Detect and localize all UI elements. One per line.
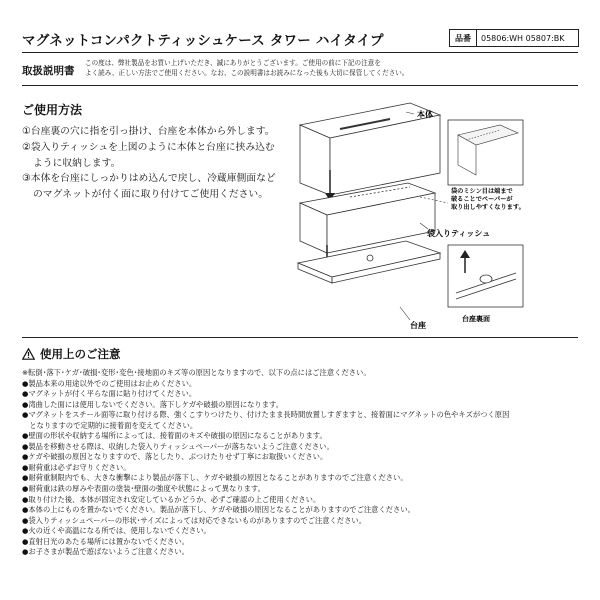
usage-step: のマグネットが付く面に取り付けてご使用ください。 (33, 189, 269, 201)
intro-line: この度は、弊社製品をお買い上げいただき、誠にありがとうございます。ご使用の前に下記の注意を (85, 59, 381, 67)
precaution-item: ●製品本来の用途以外でのご使用はお止めください。 (22, 378, 197, 388)
section-divider (22, 85, 578, 86)
product-code-value: 05806:WH 05807:BK (481, 33, 565, 43)
precaution-item: ●ケガや破損の原因となりますので、落としたり、ぶつけたりせず丁寧にお取扱いください。 (22, 452, 328, 462)
product-code-box (449, 29, 579, 47)
usage-step: ②袋入りティッシュを上図のように本体と台座に挟み込む (22, 141, 275, 153)
precaution-item: ●本体の上にものを置かないでください。製品が落下し、ケガや破損の原因となることがありますのでご注意ください。 (22, 505, 415, 515)
perforation-note: 取り出しやすくなります。 (451, 204, 525, 211)
perforation-note: 袋のミシン目は端まで (451, 188, 513, 195)
usage-step: ように収納します。 (33, 157, 121, 169)
precaution-item: ●湾曲した面には使用しないでください。落下しケガや破損の原因になります。 (22, 399, 284, 409)
usage-heading: ご使用方法 (22, 103, 83, 117)
intro-line: よく読み、正しい方法でご使用ください。なお、この説明書はお読みになった後も大切に保管してください。 (85, 68, 409, 77)
precaution-item: ●耐荷重制限内でも、大きな衝撃により製品が落下し、ケガや破損の原因となることがありますのでご注意ください。 (22, 473, 408, 483)
precaution-item: ●火の近くや高温になる所では、使用しないでください。 (22, 526, 211, 536)
precaution-item: となりますので定期的に接着面を変えてください。 (22, 420, 198, 430)
base-back-label: 台座裏面 (462, 315, 490, 323)
page-title: マグネットコンパクトティッシュケース タワー ハイタイプ (22, 33, 384, 49)
body-label: 本体 (417, 110, 433, 119)
usage-step: ①台座裏の穴に指を引っ掛け、台座を本体から外します。 (22, 126, 275, 137)
precaution-item: ●マグネットが付く平らな面に貼り付けてください。 (22, 389, 197, 399)
base-label: 台座 (410, 321, 426, 330)
precaution-item: ●マグネットをスチール面等に取り付ける際、強くこすりつけたり、付けたまま長時間放置しすぎますと、接着面にマグネットの色やキズがつく原因 (22, 410, 510, 420)
precaution-item: ●壁面の形状や収納する場所によっては、接着面のキズや破損の原因になることがあります。 (22, 431, 327, 441)
precaution-item: ●直射日光のあたる場所には置かないでください。 (22, 536, 189, 546)
section-divider (22, 337, 578, 338)
intro-text (85, 59, 475, 78)
precaution-item: ●お子さまが製品で遊ばないようご注意ください。 (22, 547, 189, 557)
assembly-diagram (290, 95, 590, 335)
tissue-label: 袋入りティッシュ (427, 229, 491, 238)
precaution-item: ●耐荷重は鉄の厚みや表面の塗装･壁面の強度や状態によって異なります。 (22, 484, 265, 494)
precaution-item: ●袋入りティッシュペーパーの形状･サイズによっては対応できないものがありますのでご注意ください。 (22, 515, 366, 525)
precautions-title: 使用上のご注意 (40, 347, 121, 361)
usage-steps (22, 124, 307, 203)
tissue-pack-illustration (300, 183, 435, 253)
precaution-item: ●製品を移動させる際は、収納した袋入りティッシュペーパーが落ちないようご注意ください。 (22, 441, 334, 451)
warning-icon (22, 348, 35, 360)
precaution-item: ※転倒･落下･ケガ･破損･変形･変色･接地面のキズ等の原因となりますので、以下の点にはご注意ください。 (22, 368, 371, 377)
precaution-item: ●取り付けた後、本体が固定され安定しているかどうか、必ずご確認の上ご使用ください。 (22, 494, 321, 504)
header-divider (22, 52, 578, 53)
precautions-heading (22, 346, 121, 362)
perforation-detail-box (448, 120, 523, 185)
base-back-detail-box (448, 245, 523, 307)
usage-step: ③本体を台座にしっかりはめ込んで戻し、冷蔵庫側面など (22, 173, 276, 185)
product-code-label: 品番 (450, 30, 477, 46)
precautions-list (22, 368, 587, 558)
manual-label: 取扱説明書 (22, 65, 75, 77)
perforation-note: 破ることでペーパーが (451, 196, 513, 203)
precaution-item: ●耐荷重は必ずお守りください。 (22, 462, 131, 472)
